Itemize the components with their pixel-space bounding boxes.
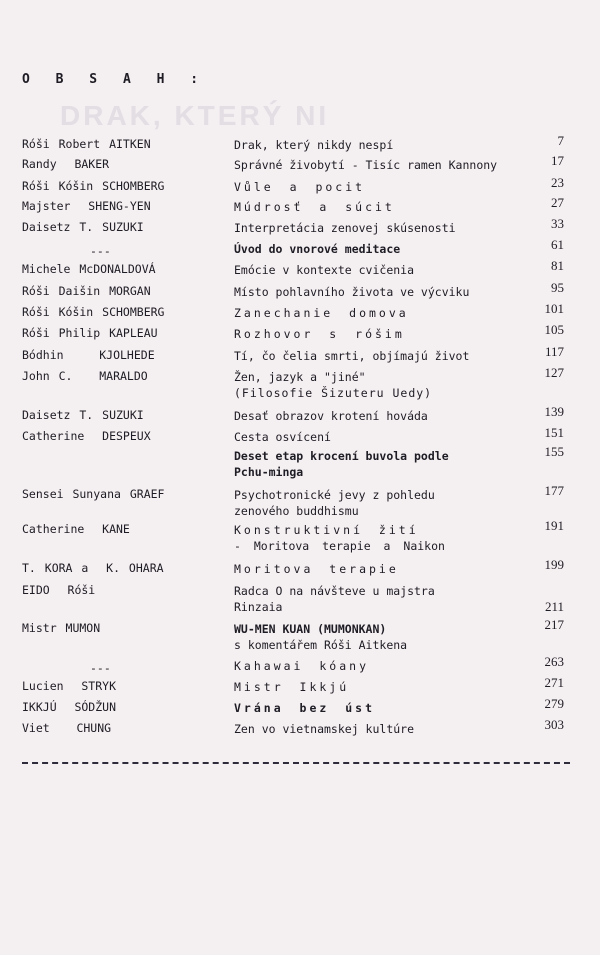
entry-page-number: 155 xyxy=(544,444,564,459)
entry-title xyxy=(234,700,534,716)
entry-author: Róši Robert AITKEN xyxy=(22,137,151,151)
entry-title xyxy=(234,199,534,215)
entry-title-text: Deset etap krocení buvola podle xyxy=(234,449,449,463)
entry-title xyxy=(234,561,534,577)
entry-title-text: Interpretácia zenovej skúsenosti xyxy=(234,221,456,235)
entry-title-text: Moritova terapie xyxy=(234,562,399,576)
entry-title-text: Cesta osvícení xyxy=(234,430,331,444)
entry-author: EIDO Róši xyxy=(22,583,96,597)
entry-title-text: Mistr Ikkjú xyxy=(234,680,350,694)
entry-title xyxy=(234,658,534,674)
entry-title-text: Emócie v kontexte cvičenia xyxy=(234,263,415,277)
entry-author: Viet CHUNG xyxy=(22,721,112,735)
entry-title xyxy=(234,179,534,195)
entry-author: Daisetz T. SUZUKI xyxy=(22,408,144,422)
entry-title xyxy=(234,621,534,653)
entry-title-text: Žen, jazyk a "jiné" xyxy=(234,370,366,384)
entry-page-number: 81 xyxy=(551,258,564,273)
entry-author: Róši Kóšin SCHOMBERG xyxy=(22,179,165,193)
entry-title xyxy=(234,522,534,554)
entry-title xyxy=(234,157,534,173)
entry-title-text: Kahawai kóany xyxy=(234,659,370,673)
entry-title-text: Vrána bez úst xyxy=(234,701,376,715)
entry-title xyxy=(234,369,534,401)
entry-subtitle: Rinzaia xyxy=(234,600,283,614)
entry-title-text: Úvod do vnorové meditace xyxy=(234,242,401,256)
entry-page-number: 127 xyxy=(544,365,564,380)
entry-author: Róši Daišin MORGAN xyxy=(22,284,151,298)
entry-page-number: 191 xyxy=(544,518,564,533)
watermark-text: DRAK, KTERÝ NI xyxy=(60,100,330,131)
entry-title xyxy=(234,241,534,257)
entry-title-text: WU-MEN KUAN (MUMONKAN) xyxy=(234,622,387,636)
entry-page-number: 199 xyxy=(544,557,564,572)
entry-author: Michele McDONALDOVÁ xyxy=(22,262,156,276)
entry-author: Mistr MUMON xyxy=(22,621,101,635)
entry-page-number: 105 xyxy=(544,322,564,337)
entry-author: T. KORA a K. OHARA xyxy=(22,561,164,575)
entry-author: Majster SHENG-YEN xyxy=(22,199,151,213)
entry-page-number: 27 xyxy=(551,195,564,210)
entry-page-number: 211 xyxy=(544,599,564,614)
entry-author: Randy BAKER xyxy=(22,157,110,171)
entry-title-text: Desať obrazov krotení hováda xyxy=(234,409,428,423)
entry-page-number: 101 xyxy=(544,301,564,316)
entry-subtitle: zenového buddhismu xyxy=(234,504,359,518)
entry-title-text: Drak, který nikdy nespí xyxy=(234,138,394,152)
entry-page-number: 177 xyxy=(544,483,564,498)
entry-author: Bódhin KJOLHEDE xyxy=(22,348,155,362)
entry-author: --- xyxy=(90,244,111,258)
entry-author: Catherine KANE xyxy=(22,522,130,536)
entry-title-text: Rozhovor s róšim xyxy=(234,327,405,341)
entry-page-number: 7 xyxy=(557,133,564,148)
entry-title xyxy=(234,305,534,321)
entry-title-text: Psychotronické jevy z pohledu xyxy=(234,488,435,502)
entry-page-number: 23 xyxy=(551,175,564,190)
entry-page-number: 263 xyxy=(544,654,564,669)
entry-title xyxy=(234,408,534,424)
entry-author: John C. MARALDO xyxy=(22,369,148,383)
entry-page-number: 33 xyxy=(551,216,564,231)
entry-title xyxy=(234,429,534,445)
entry-page-number: 95 xyxy=(551,280,564,295)
entry-title-text: Tí, čo čelia smrti, objímajú život xyxy=(234,349,470,363)
entry-title xyxy=(234,487,534,519)
entry-author: --- xyxy=(90,661,111,675)
entry-title-text: Vůle a pocit xyxy=(234,180,366,194)
entry-page-number: 279 xyxy=(544,696,564,711)
entry-page-number: 139 xyxy=(544,404,564,419)
entry-title xyxy=(234,348,534,364)
entry-title xyxy=(234,448,534,480)
entry-title-text: Místo pohlavního života ve výcviku xyxy=(234,285,470,299)
entry-subtitle: - Moritova terapie a Naikon xyxy=(234,539,445,553)
entry-title-text: Zen vo vietnamskej kultúre xyxy=(234,722,415,736)
entry-author: Lucien STRYK xyxy=(22,679,117,693)
entry-title-text: Radca O na návšteve u majstra xyxy=(234,584,435,598)
entry-page-number: 61 xyxy=(551,237,564,252)
entry-author: Daisetz T. SUZUKI xyxy=(22,220,144,234)
dashed-divider xyxy=(22,762,570,764)
page-heading: O B S A H : xyxy=(22,72,208,87)
entry-title-text: Zanechanie domova xyxy=(234,306,409,320)
entry-title-text: Konstruktivní žití xyxy=(234,523,419,537)
entry-title xyxy=(234,284,534,300)
entry-page-number: 217 xyxy=(544,617,564,632)
entry-author: Róši Philip KAPLEAU xyxy=(22,326,158,340)
entry-title xyxy=(234,583,534,615)
entry-author: IKKJÚ SÓDŽUN xyxy=(22,700,117,714)
entry-title xyxy=(234,220,534,236)
entry-title xyxy=(234,679,534,695)
entry-title xyxy=(234,137,534,153)
entry-author: Sensei Sunyana GRAEF xyxy=(22,487,165,501)
entry-page-number: 117 xyxy=(544,344,564,359)
entry-author: Catherine DESPEUX xyxy=(22,429,151,443)
entry-author: Róši Kóšin SCHOMBERG xyxy=(22,305,165,319)
entry-page-number: 17 xyxy=(551,153,564,168)
entry-page-number: 151 xyxy=(544,425,564,440)
entry-title xyxy=(234,262,534,278)
entry-title-text: Správné živobytí - Tisíc ramen Kannony xyxy=(234,158,498,172)
entry-page-number: 303 xyxy=(544,717,564,732)
entry-title-text: Múdrosť a súcit xyxy=(234,200,395,214)
entry-subtitle: s komentářem Róši Aitkena xyxy=(234,638,408,652)
entry-page-number: 271 xyxy=(544,675,564,690)
entry-title xyxy=(234,326,534,342)
entry-subtitle: Pchu-minga xyxy=(234,465,304,479)
entry-title xyxy=(234,721,534,737)
entry-subtitle: (Filosofie Šizuteru Uedy) xyxy=(234,386,433,400)
